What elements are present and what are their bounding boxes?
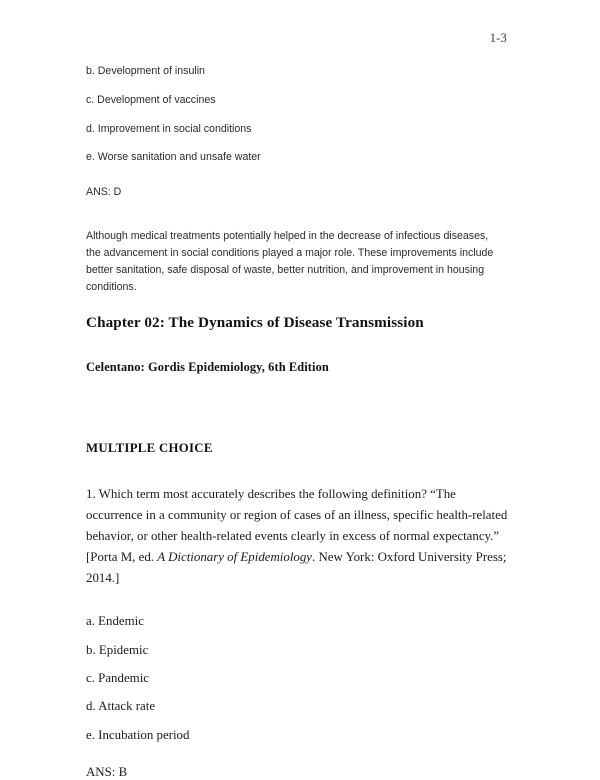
list-item: c. Development of vaccines	[86, 93, 216, 106]
previous-question-options	[86, 64, 507, 165]
edition-line: Celentano: Gordis Epidemiology, 6th Edition	[86, 360, 329, 375]
question-prompt: Which term most accurately describes the following definition? “The occurrence in a community or region of cases of an illness, specific health-related behavior, or other health-related events clearly in excess of normal expectancy.” [Porta M, ed.	[86, 487, 508, 565]
list-item: b. Epidemic	[86, 642, 149, 657]
list-item: d. Attack rate	[86, 699, 156, 714]
list-item: b. Development of insulin	[86, 65, 205, 77]
section-label-multiple-choice: MULTIPLE CHOICE	[86, 441, 213, 456]
question-citation-title: A Dictionary of Epidemiology	[157, 550, 313, 565]
question-text	[86, 484, 510, 589]
list-item: e. Incubation period	[86, 727, 190, 742]
list-item: c. Pandemic	[86, 671, 149, 686]
list-item: a. Endemic	[86, 614, 144, 629]
question-answer: ANS: B	[86, 764, 128, 779]
question-citation-rest: . New York: Oxford University Press; 2014.]	[86, 550, 507, 586]
chapter-title: Chapter 02: The Dynamics of Disease Transmission	[86, 314, 424, 332]
document-body	[86, 64, 507, 780]
previous-question-rationale: Although medical treatments potentially helped in the decrease of infectious diseases, the advancement in social conditions played a major role. These improvements include better sanitation, safe disposal of waste, better nutrition, and improvement in housing conditions.	[86, 229, 494, 294]
question-number: 1.	[86, 487, 96, 502]
page-header	[0, 31, 600, 46]
page-number-label: 1-3	[489, 31, 507, 45]
list-item: d. Improvement in social conditions	[86, 122, 252, 135]
question-options	[86, 614, 507, 742]
previous-question-answer: ANS: D	[86, 185, 122, 198]
list-item: e. Worse sanitation and unsafe water	[86, 151, 261, 164]
